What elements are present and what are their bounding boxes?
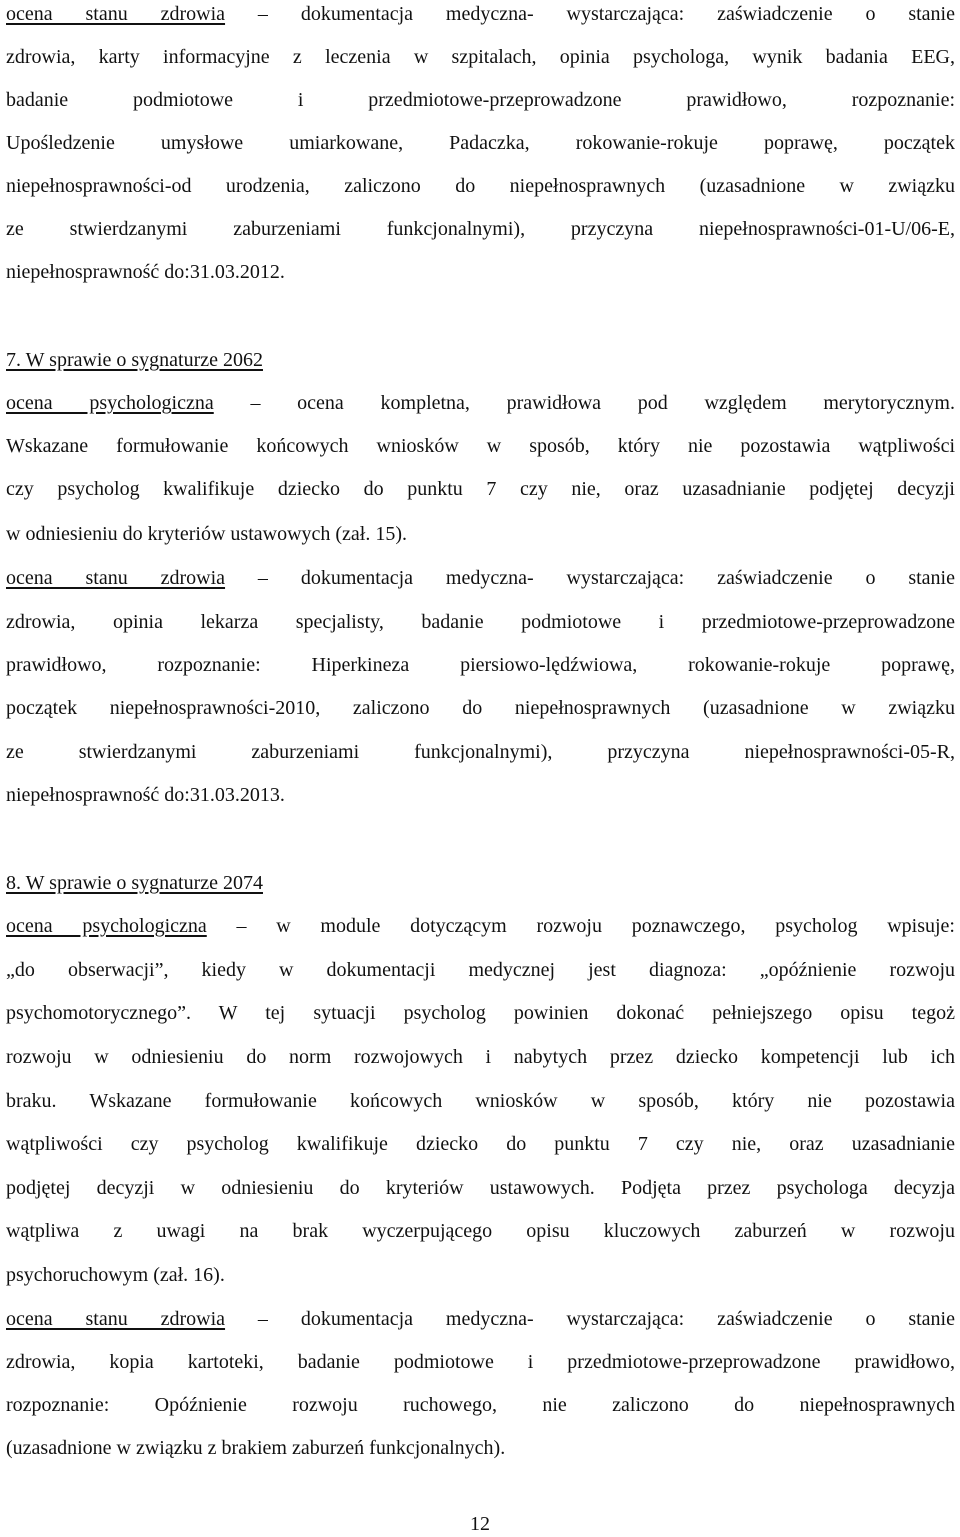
text-line: ze stwierdzanymi zaburzeniami funkcjonalnymi), przyczyna niepełnosprawności-05-R, [6,741,955,763]
text-line: Wskazane formułowanie końcowych wniosków w sposób, który nie pozostawia wątpliwości [6,435,955,457]
text-line: (uzasadnione w związku z brakiem zaburzeń funkcjonalnych). [6,1437,506,1459]
text-line: ze stwierdzanymi zaburzeniami funkcjonalnymi), przyczyna niepełnosprawności-01-U/06-E, [6,218,955,240]
text-line: w odniesieniu do kryteriów ustawowych (zał. 15). [6,523,408,545]
section-lead-health-assessment: ocena stanu zdrowia [6,567,226,589]
text-line: rozpoznanie: Opóźnienie rozwoju ruchowego, nie zaliczono do niepełnosprawnych [6,1394,955,1416]
text-line: niepełnosprawności-od urodzenia, zaliczono do niepełnosprawnych (uzasadnione w związku [6,175,955,197]
text-line: rozwoju w odniesieniu do norm rozwojowych i nabytych przez dziecko kompetencji lub ich [6,1046,955,1068]
text-line: zdrowia, karty informacyjne z leczenia w szpitalach, opinia psychologa, wynik badania EEG, [6,46,955,68]
text-line: początek niepełnosprawności-2010, zaliczono do niepełnosprawnych (uzasadnione w związku [6,697,955,719]
text-line: prawidłowo, rozpoznanie: Hiperkineza piersiowo-lędźwiowa, rokowanie-rokuje poprawę, [6,654,955,676]
text-line: ocena psychologiczna – ocena kompletna, prawidłowa pod względem merytorycznym. [6,392,955,414]
page-number: 12 [470,1513,490,1535]
text-line: psychomotorycznego”. W tej sytuacji psycholog powinien dokonać pełniejszego opisu tegoż [6,1002,955,1024]
text-line: ocena stanu zdrowia – dokumentacja medyczna- wystarczająca: zaświadczenie o stanie [6,1308,955,1330]
case-heading: 8. W sprawie o sygnaturze 2074 [6,872,263,894]
text-line: badanie podmiotowe i przedmiotowe-przeprowadzone prawidłowo, rozpoznanie: [6,89,955,111]
section-lead-psychological-assessment: ocena psychologiczna [6,392,214,414]
section-lead-health-assessment: ocena stanu zdrowia [6,3,226,25]
text-line: ocena psychologiczna – w module dotyczącym rozwoju poznawczego, psycholog wpisuje: [6,915,955,937]
text-line: wątpliwości czy psycholog kwalifikuje dziecko do punktu 7 czy nie, oraz uzasadnianie [6,1133,955,1155]
text-line: czy psycholog kwalifikuje dziecko do punktu 7 czy nie, oraz uzasadnianie podjętej decyzji [6,478,955,500]
text-line: wątpliwa z uwagi na brak wyczerpującego opisu kluczowych zaburzeń w rozwoju [6,1220,955,1242]
text-line: ocena stanu zdrowia – dokumentacja medyczna- wystarczająca: zaświadczenie o stanie [6,567,955,589]
text-line: zdrowia, kopia kartoteki, badanie podmiotowe i przedmiotowe-przeprowadzone prawidłowo, [6,1351,955,1373]
text-line: ocena stanu zdrowia – dokumentacja medyczna- wystarczająca: zaświadczenie o stanie [6,3,955,25]
text-line: psychoruchowym (zał. 16). [6,1264,225,1286]
section-lead-health-assessment: ocena stanu zdrowia [6,1308,226,1330]
text-line: zdrowia, opinia lekarza specjalisty, badanie podmiotowe i przedmiotowe-przeprowadzone [6,611,955,633]
text-line: podjętej decyzji w odniesieniu do kryteriów ustawowych. Podjęta przez psychologa decyzja [6,1177,955,1199]
section-lead-psychological-assessment: ocena psychologiczna [6,915,207,937]
text-line: „do obserwacji”, kiedy w dokumentacji medycznej jest diagnoza: „opóźnienie rozwoju [6,959,955,981]
text-line: braku. Wskazane formułowanie końcowych wniosków w sposób, który nie pozostawia [6,1090,955,1112]
text-line: niepełnosprawność do:31.03.2012. [6,261,285,283]
case-heading: 7. W sprawie o sygnaturze 2062 [6,349,263,371]
text-line: niepełnosprawność do:31.03.2013. [6,784,285,806]
text-line: Upośledzenie umysłowe umiarkowane, Padaczka, rokowanie-rokuje poprawę, początek [6,132,955,154]
